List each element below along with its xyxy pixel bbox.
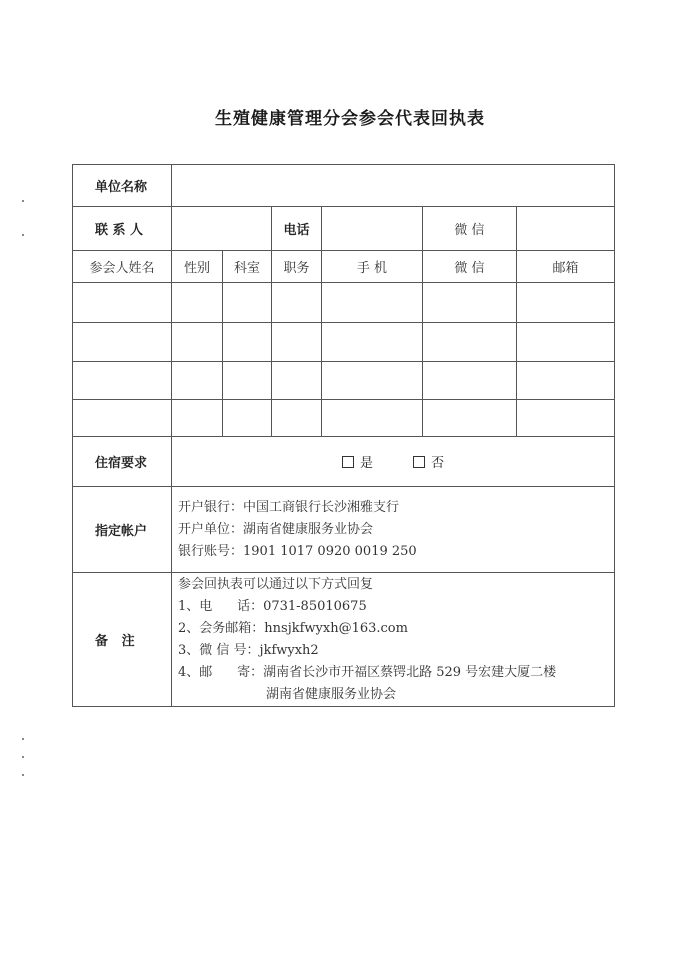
notes-intro-line: 参会回执表可以通过以下方式回复 xyxy=(178,576,374,592)
lodging-no-option[interactable]: 否 xyxy=(413,452,444,471)
header-email: 邮箱 xyxy=(517,251,615,283)
account-details xyxy=(172,487,615,573)
attendee-cell[interactable] xyxy=(423,283,517,323)
bank-name-line: 开户银行：中国工商银行长沙湘雅支行 xyxy=(178,499,400,515)
notes-phone-line: 1、电 话：0731-85010675 xyxy=(178,598,367,614)
row-contact xyxy=(73,207,615,251)
checkbox-icon[interactable] xyxy=(413,456,425,468)
attendee-cell[interactable] xyxy=(517,362,615,400)
attendee-cell[interactable] xyxy=(322,323,423,362)
contact-person-field[interactable] xyxy=(172,207,272,251)
account-holder-line: 开户单位：湖南省健康服务业协会 xyxy=(178,521,374,537)
attendee-cell[interactable] xyxy=(223,400,272,437)
attendee-cell[interactable] xyxy=(423,400,517,437)
attendee-cell[interactable] xyxy=(272,362,322,400)
scan-speck xyxy=(22,234,24,236)
attendee-cell[interactable] xyxy=(223,283,272,323)
scan-speck xyxy=(22,774,24,776)
checkbox-icon[interactable] xyxy=(342,456,354,468)
attendee-cell[interactable] xyxy=(172,362,223,400)
phone-field[interactable] xyxy=(322,207,423,251)
header-wechat: 微 信 xyxy=(423,251,517,283)
unit-name-label: 单位名称 xyxy=(73,165,172,207)
account-number-line: 银行账号：1901 1017 0920 0019 250 xyxy=(178,543,417,559)
attendee-cell[interactable] xyxy=(517,283,615,323)
lodging-label: 住宿要求 xyxy=(73,437,172,487)
scan-speck xyxy=(22,738,24,740)
header-department: 科室 xyxy=(223,251,272,283)
lodging-yes-option[interactable]: 是 xyxy=(342,452,373,471)
attendee-row xyxy=(73,283,615,323)
header-gender: 性别 xyxy=(172,251,223,283)
wechat-field[interactable] xyxy=(517,207,615,251)
attendee-cell[interactable] xyxy=(172,323,223,362)
attendee-row xyxy=(73,400,615,437)
receipt-form-table xyxy=(72,164,615,707)
row-notes xyxy=(73,573,615,707)
attendee-cell[interactable] xyxy=(223,362,272,400)
attendee-cell[interactable] xyxy=(172,283,223,323)
attendee-cell[interactable] xyxy=(322,400,423,437)
wechat-label: 微 信 xyxy=(423,207,517,251)
notes-mail-recipient-line: 湖南省健康服务业协会 xyxy=(266,686,397,702)
row-unit-name xyxy=(73,165,615,207)
lodging-options xyxy=(172,437,615,487)
header-position: 职务 xyxy=(272,251,322,283)
attendee-cell[interactable] xyxy=(423,323,517,362)
attendee-cell[interactable] xyxy=(73,283,172,323)
row-lodging xyxy=(73,437,615,487)
notes-wechat-line: 3、微 信 号：jkfwyxh2 xyxy=(178,642,319,658)
notes-mail-line: 4、邮 寄：湖南省长沙市开福区蔡锷北路 529 号宏建大厦二楼 xyxy=(178,664,557,680)
attendee-cell[interactable] xyxy=(73,323,172,362)
notes-email-line: 2、会务邮箱：hnsjkfwyxh@163.com xyxy=(178,620,408,636)
attendee-cell[interactable] xyxy=(272,323,322,362)
attendee-cell[interactable] xyxy=(517,400,615,437)
notes-label: 备 注 xyxy=(73,573,172,707)
scan-speck xyxy=(22,756,24,758)
attendee-header-row xyxy=(73,251,615,283)
attendee-cell[interactable] xyxy=(73,362,172,400)
contact-person-label: 联 系 人 xyxy=(73,207,172,251)
attendee-cell[interactable] xyxy=(272,400,322,437)
attendee-cell[interactable] xyxy=(73,400,172,437)
attendee-row xyxy=(73,362,615,400)
attendee-cell[interactable] xyxy=(322,283,423,323)
header-attendee-name: 参会人姓名 xyxy=(73,251,172,283)
attendee-cell[interactable] xyxy=(223,323,272,362)
scan-speck xyxy=(22,200,24,202)
unit-name-field[interactable] xyxy=(172,165,615,207)
header-mobile: 手 机 xyxy=(322,251,423,283)
attendee-cell[interactable] xyxy=(423,362,517,400)
attendee-row xyxy=(73,323,615,362)
attendee-cell[interactable] xyxy=(172,400,223,437)
account-label: 指定帐户 xyxy=(73,487,172,573)
attendee-cell[interactable] xyxy=(322,362,423,400)
notes-details xyxy=(172,573,615,707)
attendee-cell[interactable] xyxy=(272,283,322,323)
phone-label: 电话 xyxy=(272,207,322,251)
page-title: 生殖健康管理分会参会代表回执表 xyxy=(215,109,485,129)
attendee-cell[interactable] xyxy=(517,323,615,362)
row-account xyxy=(73,487,615,573)
